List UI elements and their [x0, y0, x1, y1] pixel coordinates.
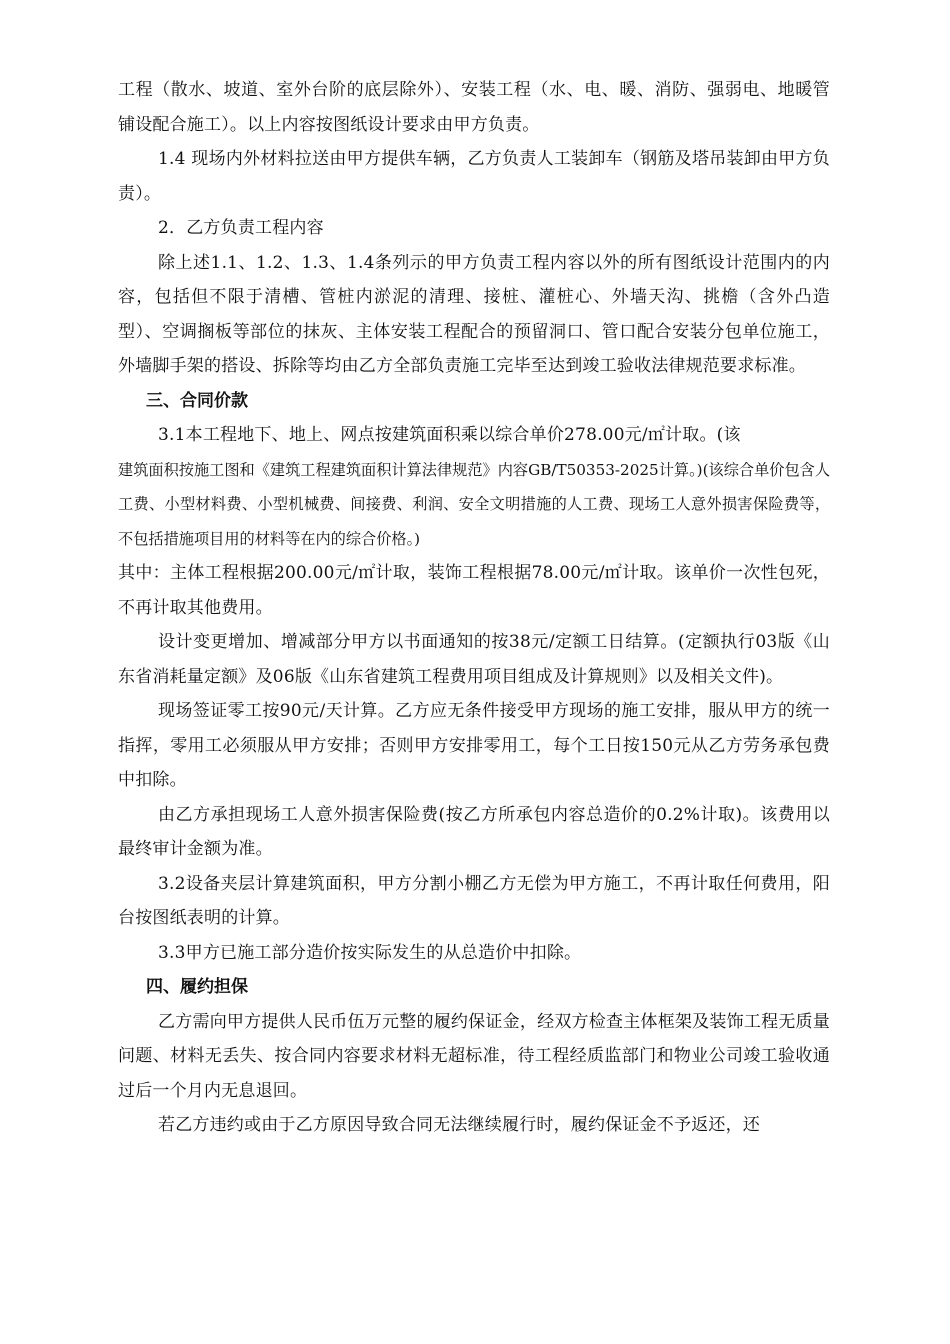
section-heading-contract-price: 三、合同价款	[146, 390, 248, 411]
paragraph-3-1-unit-price: 3.1本工程地下、地上、网点按建筑面积乘以综合单价278.00元/㎡计取。(该	[158, 425, 741, 445]
paragraph-site-labor: 现场签证零工按90元/天计算。乙方应无条件接受甲方现场的施工安排，服从甲方的统一指挥，零用工必须服从甲方安排；否则甲方安排零用工，每个工日按150元从乙方劳务承包费中扣除。	[118, 701, 830, 790]
document-page	[118, 73, 830, 1143]
paragraph-breach: 若乙方违约或由于乙方原因导致合同无法继续履行时，履约保证金不予返还，还	[158, 1115, 760, 1135]
paragraph-guarantee-deposit: 乙方需向甲方提供人民币伍万元整的履约保证金，经双方检查主体框架及装饰工程无质量问题、材料无丢失、按合同内容要求材料无超标准，待工程经质监部门和物业公司竣工验收通过后一个月内无息退回。	[118, 1011, 830, 1101]
paragraph-3-1-breakdown: 其中：主体工程根据200.00元/㎡计取，装饰工程根据78.00元/㎡计取。该单价一次性包死，不再计取其他费用。	[118, 563, 830, 618]
paragraph-scope-continued: 工程（散水、坡道、室外台阶的底层除外）、安装工程（水、电、暖、消防、强弱电、地暖管铺设配合施工）。以上内容按图纸设计要求由甲方负责。	[118, 80, 830, 135]
paragraph-1-4-materials: 1.4 现场内外材料拉送由甲方提供车辆，乙方负责人工装卸车（钢筋及塔吊装卸由甲方负责）。	[118, 149, 830, 204]
section-heading-performance-guarantee: 四、履约担保	[146, 977, 248, 997]
paragraph-insurance: 由乙方承担现场工人意外损害保险费(按乙方所承包内容总造价的0.2%计取)。该费用以最终审计金额为准。	[118, 804, 830, 859]
paragraph-3-1-note: 建筑面积按施工图和《建筑工程建筑面积计算法律规范》内容GB/T50353-2025计算。)(该综合单价包含人工费、小型材料费、小型机械费、间接费、利润、安全文明措施的人工费、现场工人意外损害保险费等，不包括措施项目用的材料等在内的综合价格。)	[118, 460, 831, 548]
paragraph-3-2-mezzanine: 3.2设备夹层计算建筑面积，甲方分割小棚乙方无偿为甲方施工，不再计取任何费用，阳台按图纸表明的计算。	[118, 873, 830, 928]
paragraph-2-title: 2．乙方负责工程内容	[158, 218, 324, 238]
paragraph-3-3-deduction: 3.3甲方已施工部分造价按实际发生的从总造价中扣除。	[158, 942, 582, 963]
paragraph-design-change: 设计变更增加、增减部分甲方以书面通知的按38元/定额工日结算。(定额执行03版《山东省消耗量定额》及06版《山东省建筑工程费用项目组成及计算规则》以及相关文件)。	[118, 632, 830, 687]
paragraph-2-scope: 除上述1.1、1.2、1.3、1.4条列示的甲方负责工程内容以外的所有图纸设计范围内的内容，包括但不限于清槽、管桩内淤泥的清理、接桩、灌桩心、外墙天沟、挑檐（含外凸造型）、空调搁板等部位的抹灰、主体安装工程配合的预留洞口、管口配合安装分包单位施工，外墙脚手架的搭设、拆除等均由乙方全部负责施工完毕至达到竣工验收法律规范要求标准。	[118, 252, 830, 376]
